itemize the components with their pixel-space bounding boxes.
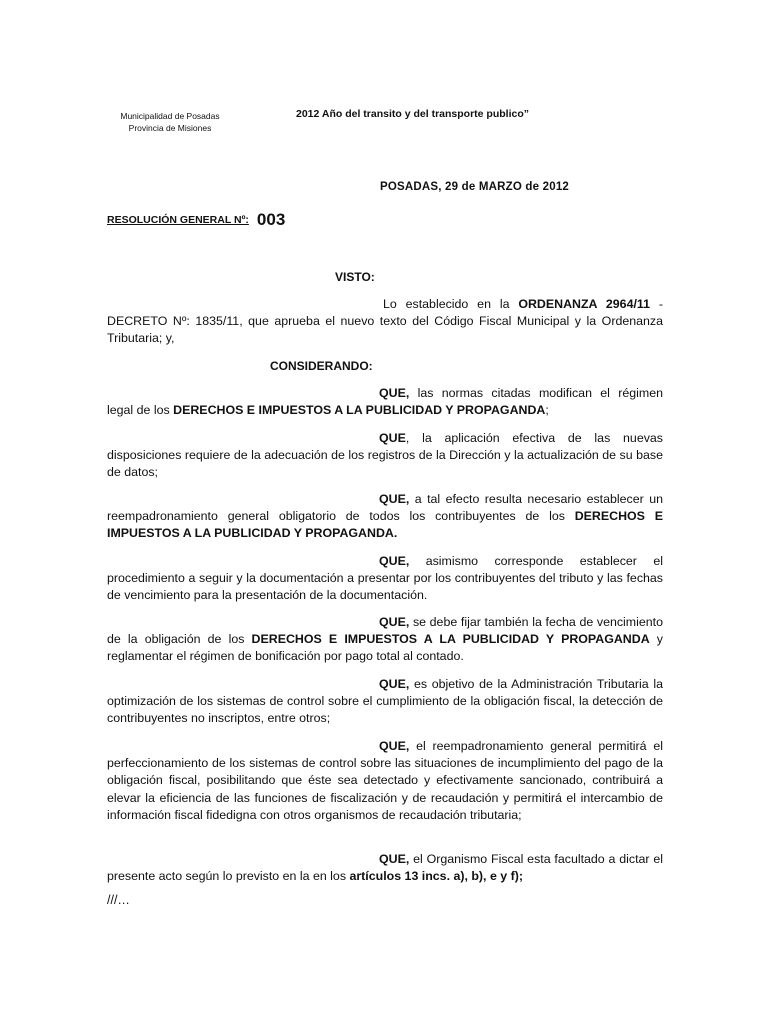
que-label: QUE, bbox=[379, 852, 410, 866]
continuation-mark: ///… bbox=[107, 893, 130, 907]
considerando-paragraph-3 bbox=[107, 491, 663, 543]
que-label: QUE, bbox=[379, 492, 410, 506]
p9-text: el Organismo Fiscal esta facultado a dictar el presente acto según lo previsto en la en los bbox=[107, 852, 663, 884]
p4-bold: DERECHOS E IMPUESTOS A LA PUBLICIDAD Y PROPAGANDA. bbox=[107, 509, 663, 541]
considerando-paragraph-8 bbox=[107, 851, 663, 885]
que-label: QUE, bbox=[379, 554, 410, 568]
p6-text-2: y reglamentar el régimen de bonificación por pago total al contado. bbox=[107, 632, 663, 664]
p1-ordinance: ORDENANZA 2964/11 bbox=[518, 297, 651, 311]
municipality-header bbox=[120, 110, 220, 134]
visto-paragraph bbox=[107, 296, 663, 348]
p7-text: es objetivo de la Administración Tributaria la optimización de los sistemas de control sobre el cumplimiento de la obligación fiscal, la detección de contribuyentes no inscriptos, entre otros; bbox=[107, 677, 663, 726]
province-name: Provincia de Misiones bbox=[128, 123, 212, 133]
resolution-heading bbox=[107, 210, 285, 230]
resolution-number: 003 bbox=[256, 210, 286, 229]
que-label: QUE bbox=[379, 431, 406, 445]
resolution-label: RESOLUCIÓN GENERAL Nº: bbox=[107, 214, 249, 226]
year-motto: 2012 Año del transito y del transporte publico” bbox=[296, 108, 529, 120]
p1-text-1: Lo establecido en la bbox=[383, 297, 519, 311]
visto-heading: VISTO: bbox=[335, 270, 375, 284]
considerando-paragraph-5 bbox=[107, 614, 663, 666]
municipality-name: Municipalidad de Posadas bbox=[120, 111, 220, 121]
p9-bold: artículos 13 incs. a), b), e y f); bbox=[349, 869, 523, 884]
considerando-paragraph-7 bbox=[107, 738, 663, 824]
p8-text: el reempadronamiento general permitirá el perfeccionamiento de los sistemas de control sobre las situaciones de incumplimiento del pago de la obligación fiscal, posibilitando que éste sea detectado y efectivamente sancionado, contribuirá a elevar la eficiencia de las funciones de fiscalización y de recaudación y permitirá el intercambio de información fiscal fidedigna con otros organismos de recaudación tributaria; bbox=[107, 739, 663, 822]
considerando-heading: CONSIDERANDO: bbox=[270, 359, 373, 373]
p5-text: asimismo corresponde establecer el procedimiento a seguir y la documentación a presentar por los contribuyentes del tributo y las fechas de vencimiento para la presentación de la documentación. bbox=[107, 554, 663, 603]
que-label: QUE, bbox=[379, 677, 410, 691]
que-label: QUE, bbox=[379, 386, 410, 400]
p1-text-2: - DECRETO Nº: 1835/11, que aprueba el nuevo texto del Código Fiscal Municipal y la Ordenanza Tributaria; y, bbox=[107, 297, 664, 346]
que-label: QUE, bbox=[379, 615, 410, 629]
considerando-paragraph-6 bbox=[107, 676, 663, 728]
p6-bold: DERECHOS E IMPUESTOS A LA PUBLICIDAD Y PROPAGANDA bbox=[251, 632, 650, 647]
p2-text-2: ; bbox=[545, 403, 549, 418]
p2-bold: DERECHOS E IMPUESTOS A LA PUBLICIDAD Y PROPAGANDA bbox=[173, 403, 546, 418]
considerando-paragraph-2 bbox=[107, 430, 663, 482]
p3-text: , la aplicación efectiva de las nuevas disposiciones requiere de la adecuación de los registros de la Dirección y la actualización de su base de datos; bbox=[107, 431, 663, 480]
p6-text-1: se debe fijar también la fecha de vencimiento de la obligación de los bbox=[107, 615, 663, 647]
p4-text: a tal efecto resulta necesario establecer un reempadronamiento general obligatorio de todos los contribuyentes de los bbox=[107, 492, 663, 524]
document-date: POSADAS, 29 de MARZO de 2012 bbox=[380, 181, 570, 193]
que-label: QUE, bbox=[379, 739, 410, 753]
considerando-paragraph-4 bbox=[107, 553, 663, 605]
considerando-paragraph-1 bbox=[107, 385, 663, 419]
p2-text-1: las normas citadas modifican el régimen legal de los bbox=[107, 386, 663, 418]
